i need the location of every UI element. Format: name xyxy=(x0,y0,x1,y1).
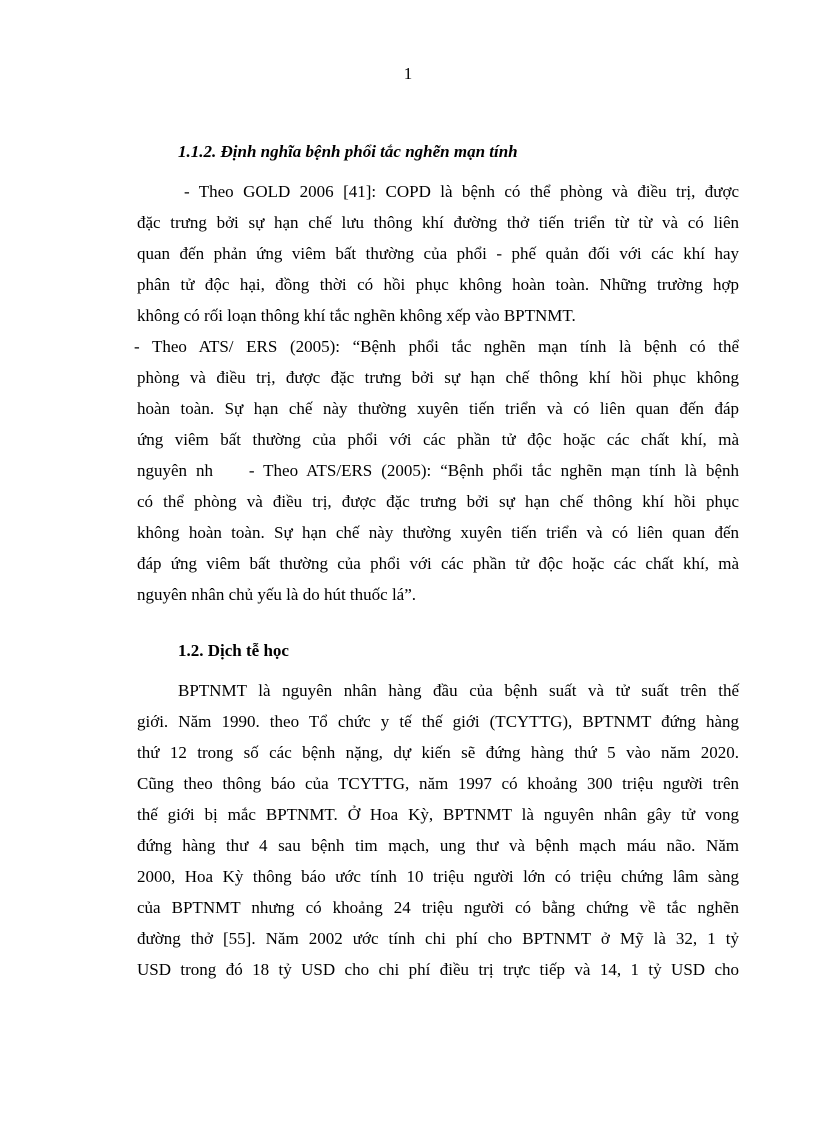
page-number: 1 xyxy=(403,64,413,83)
text-line: Cũng theo thông báo của TCYTTG, năm 1997 có khoảng 300 triệu người trên xyxy=(137,774,739,793)
text-line: đáp ứng viêm bất thường của phổi với các phần tử độc hoặc các chất khí, mà xyxy=(137,554,739,573)
paragraph-epidemiology xyxy=(137,675,739,985)
text-line: phòng và điều trị, được đặc trưng bởi sự hạn chế thông khí hồi phục không xyxy=(137,368,739,387)
text-line: phân tử độc hại, đồng thời có hồi phục không hoàn toàn. Những trường hợp xyxy=(137,275,739,294)
text-line: - Theo GOLD 2006 [41]: COPD là bệnh có thể phòng và điều trị, được xyxy=(184,182,739,201)
text-line: đứng hàng thư 4 sau bệnh tim mạch, ung thư và bệnh mạch máu não. Năm xyxy=(137,836,739,855)
text-line: không hoàn toàn. Sự hạn chế này thường xuyên tiến triển và có liên quan đến xyxy=(137,523,739,542)
text-line: của BPTNMT nhưng có khoảng 24 triệu người có bằng chứng về tắc nghẽn xyxy=(137,898,739,917)
section-heading-definition: 1.1.2. Định nghĩa bệnh phổi tắc nghẽn mạn tính xyxy=(178,142,518,161)
text-line: thứ 12 trong số các bệnh nặng, dự kiến sẽ đứng hàng thứ 5 vào năm 2020. xyxy=(137,743,739,762)
text-line: giới. Năm 1990. theo Tổ chức y tế thế giới (TCYTTG), BPTNMT đứng hàng xyxy=(137,712,739,731)
text-line: - Theo ATS/ ERS (2005): “Bệnh phổi tắc nghẽn mạn tính là bệnh có thể xyxy=(134,337,739,356)
section-heading-epidemiology: 1.2. Dịch tễ học xyxy=(178,641,289,660)
paragraph-ats-ers-definition xyxy=(134,331,739,610)
text-line: có thể phòng và điều trị, được đặc trưng bởi sự hạn chế thông khí hồi phục xyxy=(137,492,739,511)
text-line: quan đến phản ứng viêm bất thường của phổi - phế quản đối với các khí hay xyxy=(137,244,739,263)
text-line: hoàn toàn. Sự hạn chế này thường xuyên tiến triển và có liên quan đến đáp xyxy=(137,399,739,418)
text-line: thế giới bị mắc BPTNMT. Ở Hoa Kỳ, BPTNMT là nguyên nhân gây tử vong xyxy=(137,805,739,824)
text-line: nguyên nh - Theo ATS/ERS (2005): “Bệnh phổi tắc nghẽn mạn tính là bệnh xyxy=(137,461,739,480)
text-line: không có rối loạn thông khí tắc nghẽn không xếp vào BPTNMT. xyxy=(137,306,576,325)
text-line: USD trong đó 18 tỷ USD cho chi phí điều trị trực tiếp và 14, 1 tỷ USD cho xyxy=(137,960,739,979)
text-line: đặc trưng bởi sự hạn chế lưu thông khí đường thở tiến triển từ từ và có liên xyxy=(137,213,739,232)
text-line: nguyên nhân chủ yếu là do hút thuốc lá”. xyxy=(137,585,417,604)
text-line: ứng viêm bất thường của phổi với các phần tử độc hoặc các chất khí, mà xyxy=(137,430,739,449)
paragraph-gold-definition xyxy=(137,176,739,331)
text-line: BPTNMT là nguyên nhân hàng đầu của bệnh suất và tử suất trên thế xyxy=(178,681,739,700)
text-line: 2000, Hoa Kỳ thông báo ước tính 10 triệu người lớn có triệu chứng lâm sàng xyxy=(137,867,739,886)
text-line: đường thở [55]. Năm 2002 ước tính chi phí cho BPTNMT ở Mỹ là 32, 1 tỷ xyxy=(137,929,739,948)
